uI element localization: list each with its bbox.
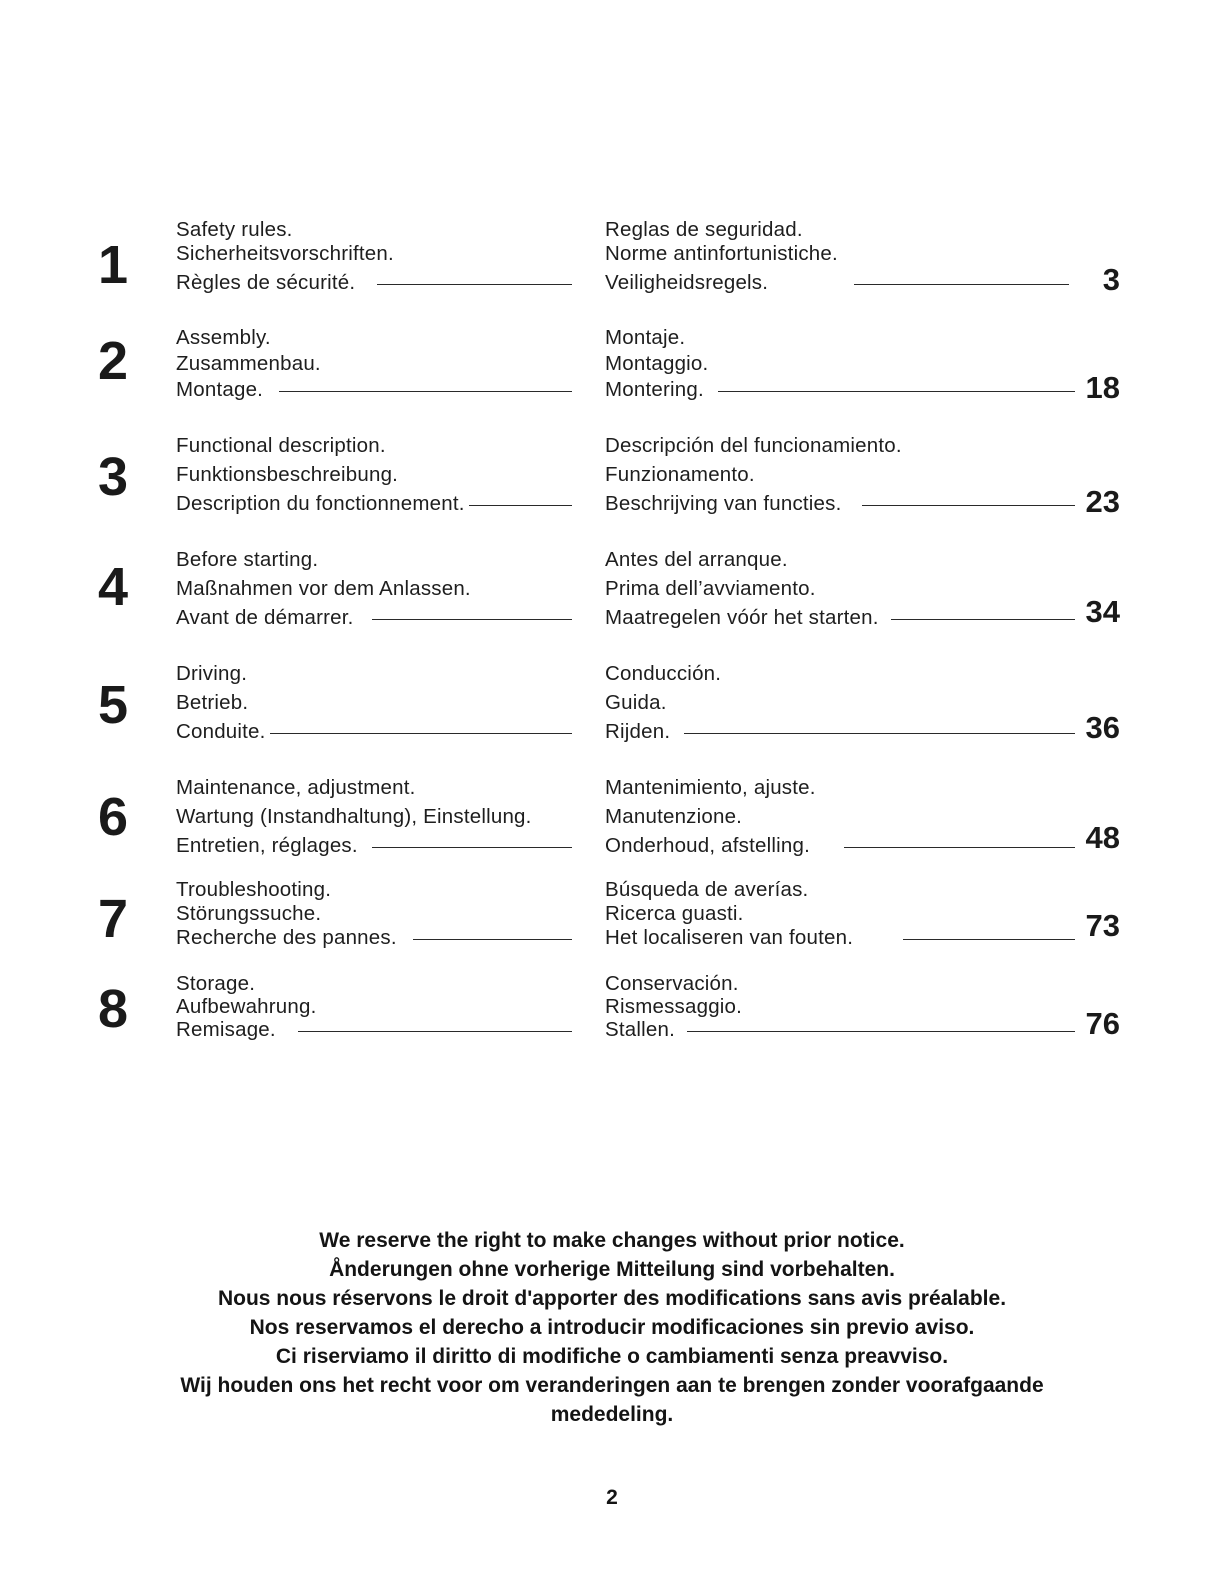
change-notice <box>80 1226 1144 1429</box>
title-french: Avant de démarrer. <box>176 606 354 629</box>
page-reference: 34 <box>1085 594 1120 629</box>
title-german: Störungssuche. <box>176 902 322 925</box>
dot-leader <box>372 619 572 620</box>
dot-leader <box>377 284 572 285</box>
page-reference: 18 <box>1085 370 1120 405</box>
dot-leader <box>844 847 1075 848</box>
title-italian: Montaggio. <box>605 352 709 375</box>
title-spanish: Montaje. <box>605 326 686 349</box>
title-german: Zusammenbau. <box>176 352 321 375</box>
notice-dutch-continued: mededeling. <box>550 1403 674 1426</box>
title-dutch-row <box>605 834 1075 858</box>
notice-french: Nous nous réservons le droit d'apporter des modifications sans avis préalable. <box>217 1287 1007 1310</box>
title-english: Driving. <box>176 662 248 685</box>
title-french: Recherche des pannes. <box>176 926 397 949</box>
title-italian: Guida. <box>605 691 667 714</box>
page-reference: 3 <box>1102 262 1120 297</box>
dot-leader <box>687 1031 1075 1032</box>
title-french-row <box>176 271 572 295</box>
page-number: 2 <box>606 1486 618 1509</box>
title-dutch: Rijden. <box>605 720 671 743</box>
title-dutch-row <box>605 1018 1075 1042</box>
title-french-row <box>176 720 572 744</box>
title-dutch: Onderhoud, afstelling. <box>605 834 810 857</box>
dot-leader <box>413 939 572 940</box>
dot-leader <box>862 505 1075 506</box>
page-reference: 76 <box>1085 1006 1120 1041</box>
section-number: 4 <box>97 557 129 617</box>
title-dutch-row <box>605 606 1075 630</box>
title-french-row <box>176 834 572 858</box>
dot-leader <box>279 391 572 392</box>
title-french-row <box>176 1018 572 1042</box>
title-dutch: Beschrijving van functies. <box>605 492 842 515</box>
dot-leader <box>684 733 1075 734</box>
title-italian: Norme antinfortunistiche. <box>605 242 838 265</box>
notice-german: Ånderungen ohne vorherige Mitteilung sind vorbehalten. <box>329 1258 895 1281</box>
title-german: Wartung (Instandhaltung), Einstellung. <box>176 805 532 828</box>
title-french-row <box>176 606 572 630</box>
title-french: Remisage. <box>176 1018 276 1041</box>
section-number: 7 <box>97 889 129 949</box>
title-italian: Ricerca guasti. <box>605 902 744 925</box>
page-reference: 48 <box>1085 820 1120 855</box>
title-spanish: Descripción del funcionamiento. <box>605 434 902 457</box>
title-italian: Funzionamento. <box>605 463 755 486</box>
title-english: Functional description. <box>176 434 386 457</box>
title-italian: Rismessaggio. <box>605 995 743 1018</box>
title-french-row <box>176 378 572 402</box>
dot-leader <box>270 733 572 734</box>
title-spanish: Conducción. <box>605 662 722 685</box>
title-spanish: Antes del arranque. <box>605 548 788 571</box>
title-french: Description du fonctionnement. <box>176 492 465 515</box>
dot-leader <box>903 939 1075 940</box>
section-number: 5 <box>97 675 129 735</box>
title-dutch: Veiligheidsregels. <box>605 271 769 294</box>
title-english: Maintenance, adjustment. <box>176 776 416 799</box>
title-german: Sicherheitsvorschriften. <box>176 242 394 265</box>
section-number: 8 <box>97 979 129 1039</box>
title-french-row <box>176 492 572 516</box>
title-english: Storage. <box>176 972 256 995</box>
title-dutch: Maatregelen vóór het starten. <box>605 606 879 629</box>
dot-leader <box>854 284 1069 285</box>
section-number: 6 <box>97 787 129 847</box>
section-number: 2 <box>97 331 129 391</box>
dot-leader <box>718 391 1075 392</box>
section-number: 1 <box>97 235 129 295</box>
title-german: Aufbewahrung. <box>176 995 317 1018</box>
dot-leader <box>298 1031 572 1032</box>
title-spanish: Reglas de seguridad. <box>605 218 803 241</box>
notice-spanish: Nos reservamos el derecho a introducir modificaciones sin previo aviso. <box>249 1316 975 1339</box>
title-english: Safety rules. <box>176 218 293 241</box>
title-english: Troubleshooting. <box>176 878 332 901</box>
title-french: Montage. <box>176 378 264 401</box>
title-dutch-row <box>605 378 1075 402</box>
title-french: Entretien, réglages. <box>176 834 358 857</box>
title-french-row <box>176 926 572 950</box>
dot-leader <box>891 619 1075 620</box>
title-french: Règles de sécurité. <box>176 271 356 294</box>
page-reference: 23 <box>1085 484 1120 519</box>
page-reference: 73 <box>1085 908 1120 943</box>
title-spanish: Conservación. <box>605 972 739 995</box>
dot-leader <box>469 505 572 506</box>
title-french: Conduite. <box>176 720 266 743</box>
title-spanish: Búsqueda de averías. <box>605 878 809 901</box>
title-english: Before starting. <box>176 548 319 571</box>
title-dutch: Stallen. <box>605 1018 675 1041</box>
title-dutch-row <box>605 926 1075 950</box>
title-german: Betrieb. <box>176 691 249 714</box>
page-reference: 36 <box>1085 710 1120 745</box>
section-number: 3 <box>97 447 129 507</box>
title-german: Funktionsbeschreibung. <box>176 463 399 486</box>
notice-english: We reserve the right to make changes without prior notice. <box>319 1229 905 1252</box>
notice-dutch: Wij houden ons het recht voor om veranderingen aan te brengen zonder voorafgaande <box>180 1374 1044 1397</box>
title-german: Maßnahmen vor dem Anlassen. <box>176 577 471 600</box>
title-english: Assembly. <box>176 326 271 349</box>
title-dutch-row <box>605 720 1075 744</box>
title-dutch-row <box>605 271 1075 295</box>
title-italian: Manutenzione. <box>605 805 743 828</box>
dot-leader <box>372 847 572 848</box>
title-italian: Prima dell’avviamento. <box>605 577 816 600</box>
title-dutch: Het localiseren van fouten. <box>605 926 854 949</box>
notice-italian: Ci riserviamo il diritto di modifiche o cambiamenti senza preavviso. <box>275 1345 949 1368</box>
title-spanish: Mantenimiento, ajuste. <box>605 776 816 799</box>
title-dutch-row <box>605 492 1075 516</box>
title-dutch: Montering. <box>605 378 704 401</box>
